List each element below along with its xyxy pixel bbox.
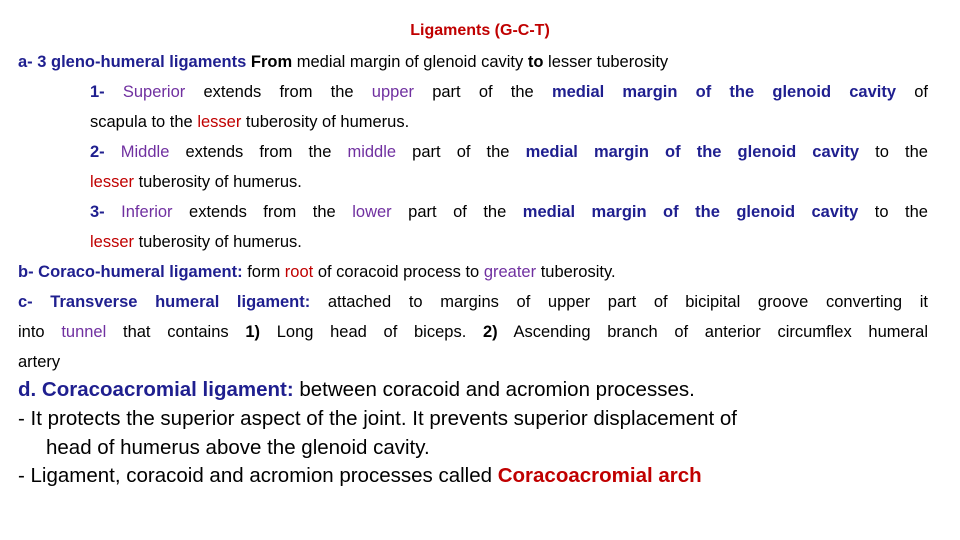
superior-line-2 — [90, 111, 409, 133]
inferior-line2-end: tuberosity of humerus. — [134, 233, 302, 251]
middle-line-2 — [90, 171, 302, 193]
superior-line-1 — [90, 81, 928, 103]
inferior-text1: extends from the — [172, 203, 353, 221]
middle-middle: middle — [347, 143, 397, 161]
superior-text3: of — [896, 83, 928, 101]
item-c-num2: 2) — [482, 323, 498, 341]
superior-line2-end: tuberosity of humerus. — [241, 113, 410, 131]
item-c-line-1 — [18, 291, 928, 313]
middle-line-1 — [90, 141, 928, 163]
item-d-label: d. Coracoacromial ligament: — [18, 378, 294, 401]
middle-text3: to the — [859, 143, 928, 161]
inferior-lesser: lesser — [90, 233, 135, 251]
item-d-bullet1-text: - It protects the superior aspect of the joint. It prevents superior displacement of — [18, 407, 738, 430]
item-a-from: From — [250, 53, 293, 71]
item-a-line — [18, 51, 668, 73]
superior-medial-margin: medial margin of the glenoid cavity — [551, 83, 897, 101]
item-d-bullet-1-cont — [46, 435, 430, 461]
inferior-line-2 — [90, 231, 302, 253]
item-c-line2-start: into — [18, 323, 62, 341]
item-c-line2-end: Ascending branch of anterior circumflex humeral — [497, 323, 929, 341]
inferior-num: 3- — [90, 203, 105, 221]
superior-text1: extends from the — [185, 83, 372, 101]
superior-name: Superior — [122, 83, 186, 101]
item-a-text2: lesser tuberosity — [543, 53, 669, 71]
superior-lesser: lesser — [197, 113, 242, 131]
item-c-tunnel: tunnel — [61, 323, 107, 341]
item-d-text1: between coracoid and acromion processes. — [293, 378, 695, 401]
inferior-name: Inferior — [121, 203, 173, 221]
superior-upper: upper — [371, 83, 414, 101]
middle-line2-end: tuberosity of humerus. — [134, 173, 302, 191]
item-c-num1: 1) — [245, 323, 261, 341]
inferior-line-1 — [90, 201, 928, 223]
item-b-line — [18, 261, 616, 283]
item-d-bullet-1 — [18, 406, 737, 432]
item-c-line-3 — [18, 351, 60, 373]
superior-text2: part of the — [414, 83, 552, 101]
item-b-text3: tuberosity. — [536, 263, 616, 281]
middle-text2: part of the — [396, 143, 526, 161]
item-b-label: b- Coraco-humeral ligament: — [18, 263, 243, 281]
item-d-bullet1-cont-text: head of humerus above the glenoid cavity. — [46, 436, 430, 459]
inferior-lower: lower — [352, 203, 392, 221]
middle-lesser: lesser — [90, 173, 135, 191]
inferior-text2: part of the — [391, 203, 523, 221]
item-c-line3-text: artery — [18, 353, 61, 371]
item-c-line2-biceps: Long head of biceps. — [260, 323, 483, 341]
item-a-text1: medial margin of glenoid cavity — [292, 53, 528, 71]
item-a-label: a- 3 gleno-humeral ligaments — [18, 53, 247, 71]
item-c-label: c- Transverse humeral ligament: — [18, 293, 311, 311]
item-d-bullet-2 — [18, 463, 702, 489]
superior-num: 1- — [90, 83, 105, 101]
item-d-bullet2-text: - Ligament, coracoid and acromion processes called — [18, 464, 498, 487]
item-b-root: root — [284, 263, 314, 281]
item-c-line2-text: that contains — [106, 323, 246, 341]
item-b-greater: greater — [483, 263, 537, 281]
item-c-line-2 — [18, 321, 928, 343]
middle-medial-margin: medial margin of the glenoid cavity — [525, 143, 860, 161]
middle-num: 2- — [90, 143, 105, 161]
item-a-to: to — [527, 53, 544, 71]
item-c-text1: attached to margins of upper part of bicipital groove converting it — [310, 293, 928, 311]
item-d-line — [18, 377, 695, 403]
inferior-medial-margin: medial margin of the glenoid cavity — [522, 203, 859, 221]
superior-line2-text: scapula to the — [90, 113, 198, 131]
slide-title: Ligaments (G-C-T) — [410, 22, 550, 39]
item-b-text2: of coracoid process to — [313, 263, 484, 281]
item-b-text1: form — [242, 263, 285, 281]
inferior-text3: to the — [858, 203, 928, 221]
item-d-arch: Coracoacromial arch — [497, 464, 702, 487]
middle-name: Middle — [120, 143, 170, 161]
middle-text1: extends from the — [169, 143, 348, 161]
